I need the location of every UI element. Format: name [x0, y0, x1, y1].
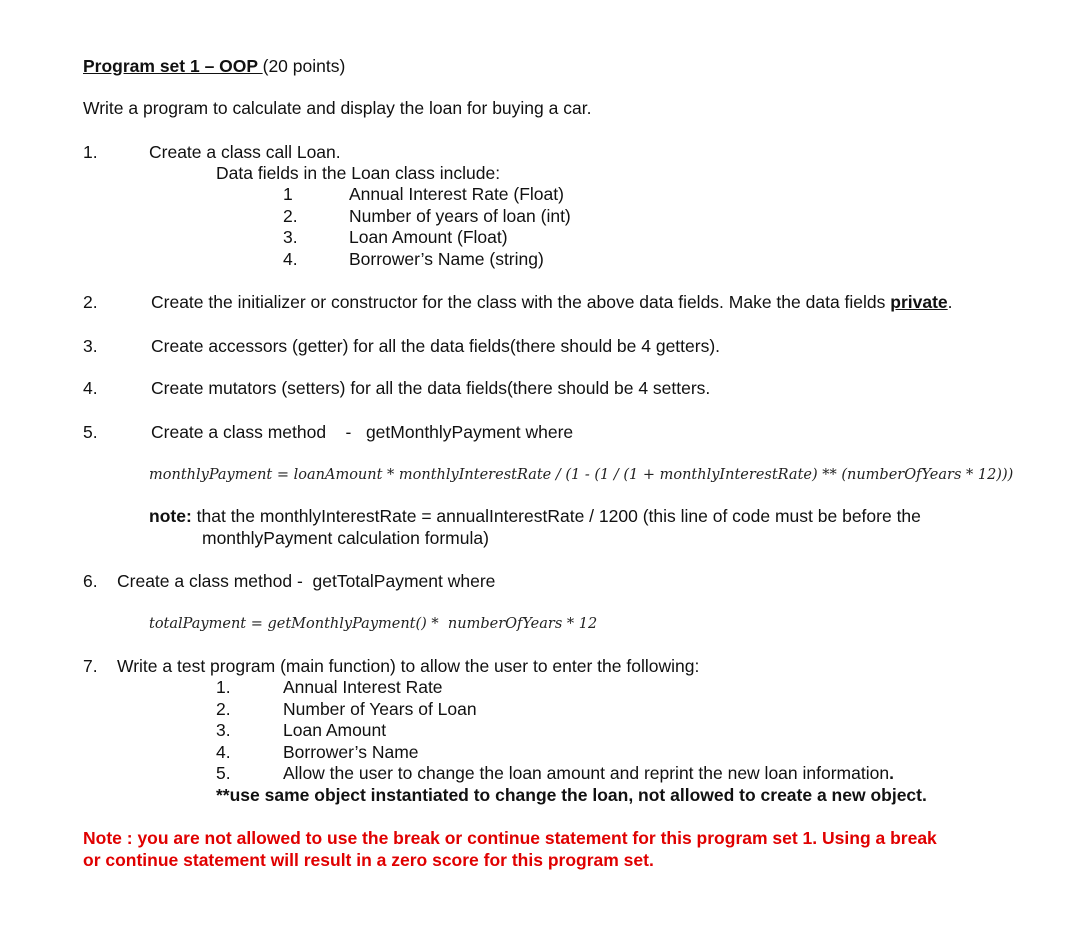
field-1-number: 1 [283, 184, 293, 204]
item-5-number: 5. [83, 422, 98, 442]
object-reuse-note: **use same object instantiated to change the loan, not allowed to create a new object. [216, 785, 927, 805]
note-line-2: monthlyPayment calculation formula) [202, 528, 489, 548]
item-6-number: 6. [83, 571, 98, 591]
input-3-number: 3. [216, 720, 231, 740]
field-2-text: Number of years of loan (int) [349, 206, 571, 226]
total-payment-formula: totalPayment = getMonthlyPayment() * numberOfYears * 12 [149, 616, 598, 632]
intro-text: Write a program to calculate and display the loan for buying a car. [83, 98, 592, 118]
item-3-number: 3. [83, 336, 98, 356]
item-3-text: Create accessors (getter) for all the data fields(there should be 4 getters). [151, 336, 721, 356]
item-2-tail: . [947, 292, 953, 312]
heading-points: (20 points) [262, 56, 346, 76]
item-1-text: Create a class call Loan. [149, 142, 341, 162]
input-2-text: Number of Years of Loan [283, 699, 477, 719]
item-2-text: Create the initializer or constructor for the class with the above data fields. Make the data fields [151, 292, 891, 312]
field-3-text: Loan Amount (Float) [349, 227, 508, 247]
input-4-text: Borrower’s Name [283, 742, 419, 762]
item-2-number: 2. [83, 292, 98, 312]
field-4-text: Borrower’s Name (string) [349, 249, 544, 269]
field-4-number: 4. [283, 249, 298, 269]
item-1-number: 1. [83, 142, 98, 162]
item-4-number: 4. [83, 378, 98, 398]
input-4-number: 4. [216, 742, 231, 762]
note-line-1 [149, 506, 921, 527]
heading-title: Program set 1 – OOP [83, 56, 263, 76]
heading [83, 56, 345, 77]
input-3-text: Loan Amount [283, 720, 387, 740]
input-1-number: 1. [216, 677, 231, 697]
item-1-sub-intro: Data fields in the Loan class include: [216, 163, 501, 183]
item-2-line [151, 292, 953, 313]
input-5-number: 5. [216, 763, 231, 783]
field-1-text: Annual Interest Rate (Float) [349, 184, 564, 204]
input-2-number: 2. [216, 699, 231, 719]
input-5-tail: . [889, 763, 894, 783]
item-7-number: 7. [83, 656, 98, 676]
item-4-text: Create mutators (setters) for all the data fields(there should be 4 setters. [151, 378, 711, 398]
warning-line-2: or continue statement will result in a zero score for this program set. [83, 850, 654, 870]
input-1-text: Annual Interest Rate [283, 677, 443, 697]
warning-line-1: Note : you are not allowed to use the break or continue statement for this program set 1. Using a break [83, 828, 937, 848]
item-2-emphasis: private [890, 292, 948, 312]
field-2-number: 2. [283, 206, 298, 226]
item-5-text: Create a class method - getMonthlyPayment where [151, 422, 574, 442]
note-label: note: [149, 506, 192, 526]
monthly-payment-formula: monthlyPayment = loanAmount * monthlyInterestRate / (1 - (1 / (1 + monthlyInterestRate) ** (numberOfYears * 12))) [149, 467, 1014, 483]
note-text: that the monthlyInterestRate = annualInterestRate / 1200 (this line of code must be before the [191, 506, 921, 526]
input-5-line [283, 763, 894, 784]
field-3-number: 3. [283, 227, 298, 247]
input-5-text: Allow the user to change the loan amount and reprint the new loan information [283, 763, 890, 783]
item-6-text: Create a class method - getTotalPayment where [117, 571, 496, 591]
item-7-text: Write a test program (main function) to allow the user to enter the following: [117, 656, 700, 676]
